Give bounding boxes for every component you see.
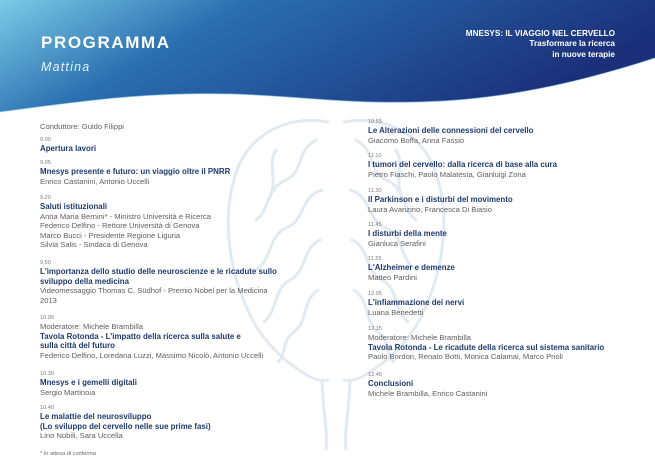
item-title: Apertura lavori [40, 144, 97, 153]
program-item [368, 119, 655, 145]
event-title [466, 29, 615, 60]
item-speakers: Laura Avanzino, Francesca Di Biasio [368, 204, 492, 214]
program-item [368, 256, 655, 282]
item-time: 9.05 [40, 160, 51, 166]
item-title-line: L'importanza dello studio delle neuroscienze e le ricadute sullo [40, 267, 277, 276]
item-time: 11.10 [368, 153, 382, 159]
item-time: 11.30 [368, 188, 382, 194]
program-item [40, 260, 340, 305]
program-item [40, 160, 340, 186]
speaker-line: Silvia Salis - Sindaca di Genova [40, 240, 148, 250]
item-speakers: Sergio Martinoia [40, 387, 96, 397]
item-time: 10.40 [40, 405, 54, 411]
item-time: 11.45 [368, 222, 382, 228]
program-item [40, 405, 340, 441]
item-title: Mnesys presente e futuro: un viaggio oltre il PNRR [40, 167, 231, 176]
item-speakers: Giacomo Boffa, Anna Fassio [368, 135, 465, 145]
program-item [368, 153, 655, 179]
item-speakers: Enrico Castanini, Antonio Uccelli [40, 176, 150, 186]
item-speakers: Paolo Bordon, Renato Botti, Monica Calamai, Marco Prioli [368, 352, 563, 362]
item-title: L'Alzheimer e demenze [368, 263, 455, 272]
item-title-line: (Lo sviluppo del cervello nelle sue prime fasi) [40, 421, 211, 431]
item-time: 10.55 [368, 119, 382, 125]
item-time: 9.00 [40, 137, 51, 143]
item-speakers: Pietro Fiaschi, Paolo Malatesta, Gianluigi Zona [368, 169, 526, 179]
program-item [40, 371, 340, 397]
item-time: 10.00 [40, 315, 54, 321]
page-subtitle: Mattina [41, 60, 91, 74]
item-title: Conclusioni [368, 379, 414, 388]
speaker-line: Federico Delfino - Rettore Università di Genova [40, 221, 200, 231]
item-time: 12.15 [368, 326, 382, 332]
program-item [368, 291, 655, 317]
program-item [368, 326, 655, 362]
item-time: 11.55 [368, 256, 382, 262]
item-title: L'infiammazione dei nervi [368, 298, 465, 307]
item-speakers: Luana Benedetti [368, 307, 424, 317]
item-title: Saluti istituzionali [40, 202, 108, 211]
item-time: 12.05 [368, 291, 382, 297]
header-banner [0, 0, 655, 120]
event-name: MNESYS: IL VIAGGIO NEL CERVELLO [465, 29, 615, 38]
item-title: Mnesys e i gemelli digitali [40, 378, 137, 387]
item-title-line: Tavola Rotonda - L'impatto della ricerca sulla salute e [40, 331, 241, 341]
page-title: PROGRAMMA [41, 33, 171, 52]
speaker-line: 2013 [40, 295, 57, 305]
item-moderator: Moderatore: Michele Brambilla [40, 322, 143, 331]
item-title: I tumori del cervello: dalla ricerca di base alla cura [368, 160, 558, 169]
item-speakers: Michele Brambilla, Enrico Castanini [368, 388, 488, 398]
item-title: Il Parkinson e i disturbi del movimento [368, 195, 513, 204]
item-title: Le Alterazioni delle connessioni del cervello [368, 126, 534, 135]
item-time: 9.50 [40, 260, 51, 266]
item-title-line: sulla città del futuro [40, 341, 115, 351]
speaker-line: Videomessaggio Thomas C. Südhof - Premio Nobel per la Medicina [40, 286, 268, 296]
event-tagline-1: Trasformare la ricerca [529, 39, 615, 49]
speaker-line: Anna Maria Bernini* - Ministro Università e Ricerca [40, 211, 211, 221]
item-speakers: Matteo Pardini [368, 272, 417, 282]
item-speakers: Federico Delfino, Loredana Luzzi, Massimo Nicolò, Antonio Uccelli [40, 350, 264, 360]
speaker-line: Marco Bucci - Presidente Regione Liguria [40, 230, 181, 240]
program-item [40, 137, 340, 154]
program-item [40, 195, 340, 250]
item-time: 12.45 [368, 372, 382, 378]
item-speakers: Lino Nobili, Sara Uccella [40, 431, 123, 441]
item-time: 10.30 [40, 371, 54, 377]
item-moderator: Moderatore: Michele Brambilla [368, 333, 471, 342]
item-title: Tavola Rotonda - Le ricadute della ricerca sul sistema sanitario [368, 342, 605, 352]
program-item [368, 188, 655, 214]
item-title: I disturbi della mente [368, 229, 447, 238]
item-time: 9.20 [40, 195, 51, 201]
item-title-line: Le malattie del neurosviluppo [40, 412, 152, 421]
footnote: * In attesa di conferma [40, 451, 96, 457]
program-item [368, 222, 655, 248]
event-tagline-2: in nuove terapie [552, 49, 615, 59]
item-speakers: Gianluca Serafini [368, 238, 426, 248]
chair-label: Conduttore: Guido Filippi [40, 122, 124, 131]
program-item [368, 372, 655, 398]
item-title-line: sviluppo della medicina [40, 276, 130, 286]
program-item [40, 315, 340, 360]
